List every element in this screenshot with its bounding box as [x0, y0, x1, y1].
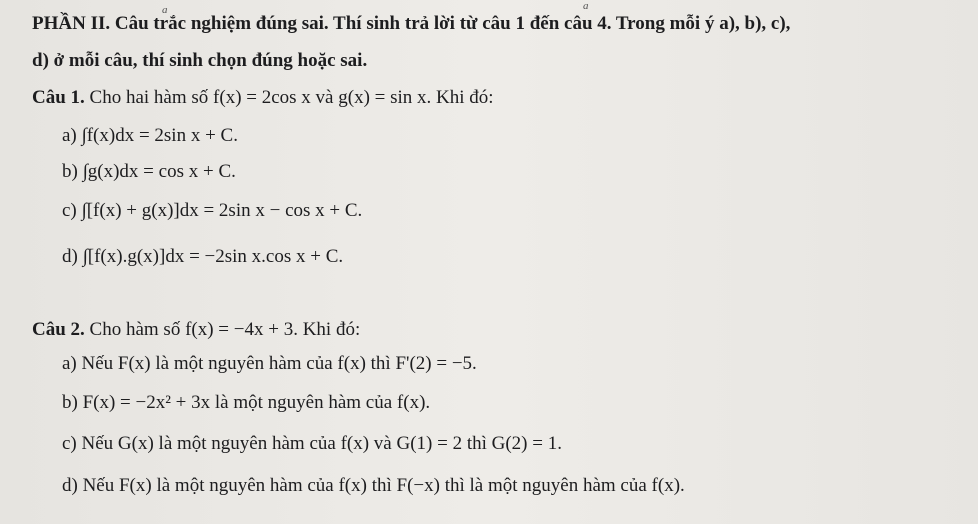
question-2-stem: Cho hàm số f(x) = −4x + 3. Khi đó:: [89, 319, 361, 340]
question-2: [32, 318, 360, 342]
question-1-option-d: d) ∫[f(x).g(x)]dx = −2sin x.cos x + C.: [62, 246, 344, 267]
question-1-option-c: c) ∫[f(x) + g(x)]dx = 2sin x − cos x + C.: [62, 200, 363, 221]
question-2-option-c: c) Nếu G(x) là một nguyên hàm của f(x) và G(1) = 2 thì G(2) = 1.: [62, 433, 562, 454]
question-2-option-d: d) Nếu F(x) là một nguyên hàm của f(x) thì F(−x) thì là một nguyên hàm của f(x).: [62, 475, 685, 496]
question-1-option-a: a) ∫f(x)dx = 2sin x + C.: [62, 125, 238, 146]
question-2-option-b: b) F(x) = −2x² + 3x là một nguyên hàm của f(x).: [62, 392, 431, 413]
question-1: [32, 86, 494, 110]
part-header-continued: d) ở mỗi câu, thí sinh chọn đúng hoặc sai.: [32, 50, 368, 71]
part-header: PHẦN II. Câu trắc nghiệm đúng sai. Thí sinh trả lời từ câu 1 đến câu 4. Trong mỗi ý a), b), c),: [32, 13, 791, 34]
cut-off-glyph: a: [583, 0, 589, 12]
question-2-option-a: a) Nếu F(x) là một nguyên hàm của f(x) thì F'(2) = −5.: [62, 353, 477, 374]
question-1-stem: Cho hai hàm số f(x) = 2cos x và g(x) = sin x. Khi đó:: [89, 87, 494, 108]
question-2-label: Câu 2.: [32, 319, 85, 340]
question-1-label: Câu 1.: [32, 87, 85, 108]
question-1-option-b: b) ∫g(x)dx = cos x + C.: [62, 161, 236, 182]
cut-off-glyph: a: [162, 4, 168, 16]
